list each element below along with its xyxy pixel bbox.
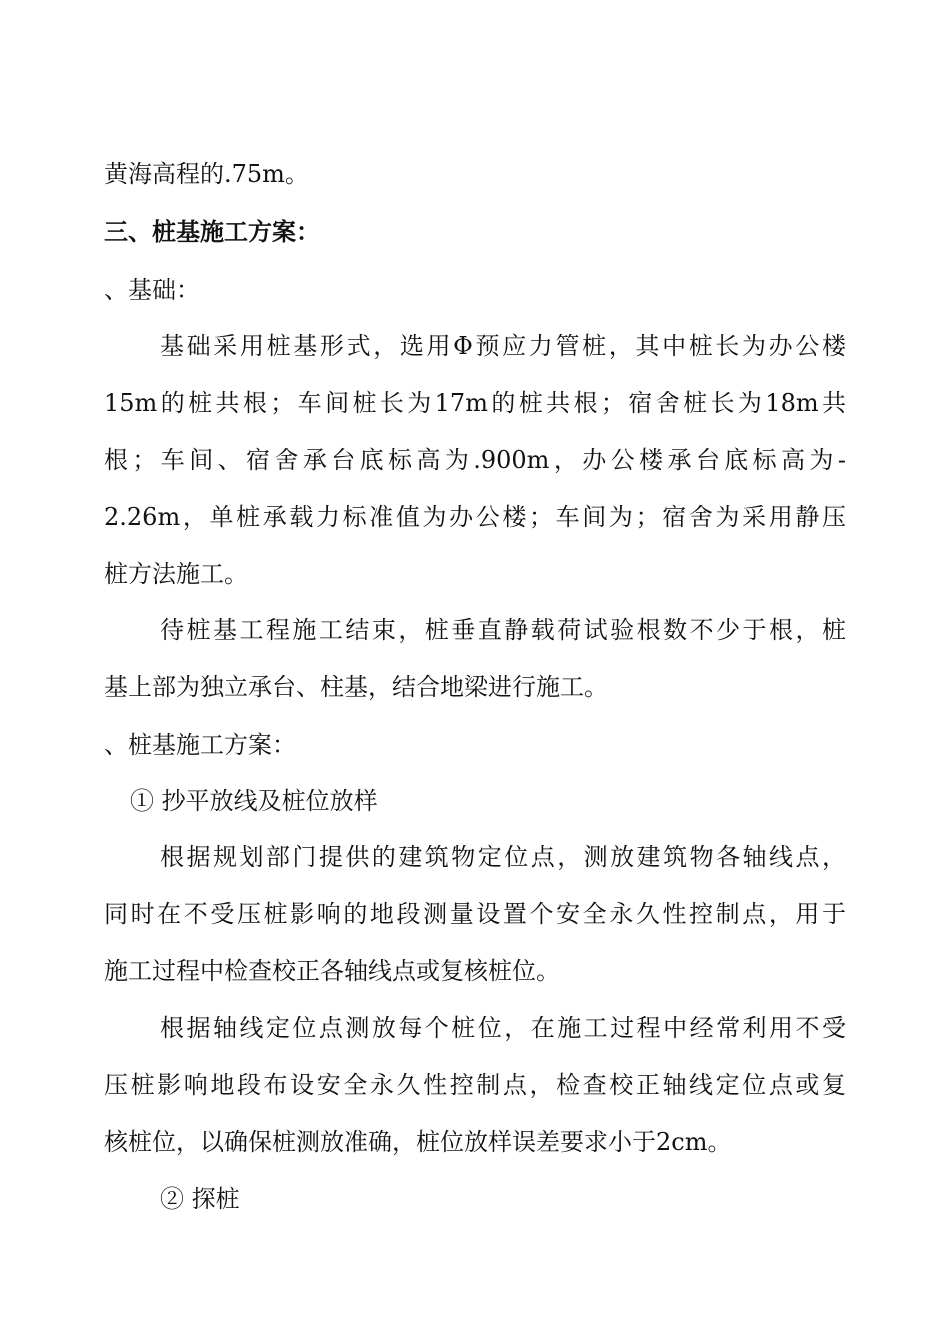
subsection-heading: 、基础：	[104, 276, 200, 304]
text-line: 黄海高程的.75m。	[104, 160, 309, 188]
paragraph-line: 2.26m，单桩承载力标准值为办公楼；车间为；宿舍为采用静压	[104, 503, 846, 531]
paragraph-line: 压桩影响地段布设安全永久性控制点，检查校正轴线定位点或复	[104, 1071, 846, 1099]
paragraph-line: 根；车间、宿舍承台底标高为.900m，办公楼承台底标高为-	[104, 446, 846, 474]
paragraph-line: 根据规划部门提供的建筑物定位点，测放建筑物各轴线点，	[160, 843, 846, 871]
paragraph-line: 基上部为独立承台、柱基，结合地梁进行施工。	[104, 673, 608, 701]
numbered-item: ② 探桩	[160, 1185, 240, 1213]
paragraph-line: 基础采用桩基形式，选用Φ预应力管桩，其中桩长为办公楼	[160, 332, 846, 360]
paragraph-line: 根据轴线定位点测放每个桩位，在施工过程中经常利用不受	[160, 1014, 846, 1042]
paragraph-line: 15m的桩共根；车间桩长为17m的桩共根；宿舍桩长为18m共	[104, 389, 846, 417]
paragraph-line: 核桩位，以确保桩测放准确，桩位放样误差要求小于2cm。	[104, 1128, 732, 1156]
paragraph-line: 桩方法施工。	[104, 560, 248, 588]
paragraph-line: 待桩基工程施工结束，桩垂直静载荷试验根数不少于根，桩	[160, 616, 846, 644]
paragraph-line: 同时在不受压桩影响的地段测量设置个安全永久性控制点，用于	[104, 900, 846, 928]
numbered-item: ① 抄平放线及桩位放样	[130, 787, 378, 815]
paragraph-line: 施工过程中检查校正各轴线点或复核桩位。	[104, 957, 560, 985]
section-heading: 三、桩基施工方案：	[104, 218, 320, 246]
subsection-heading: 、桩基施工方案：	[104, 731, 296, 759]
